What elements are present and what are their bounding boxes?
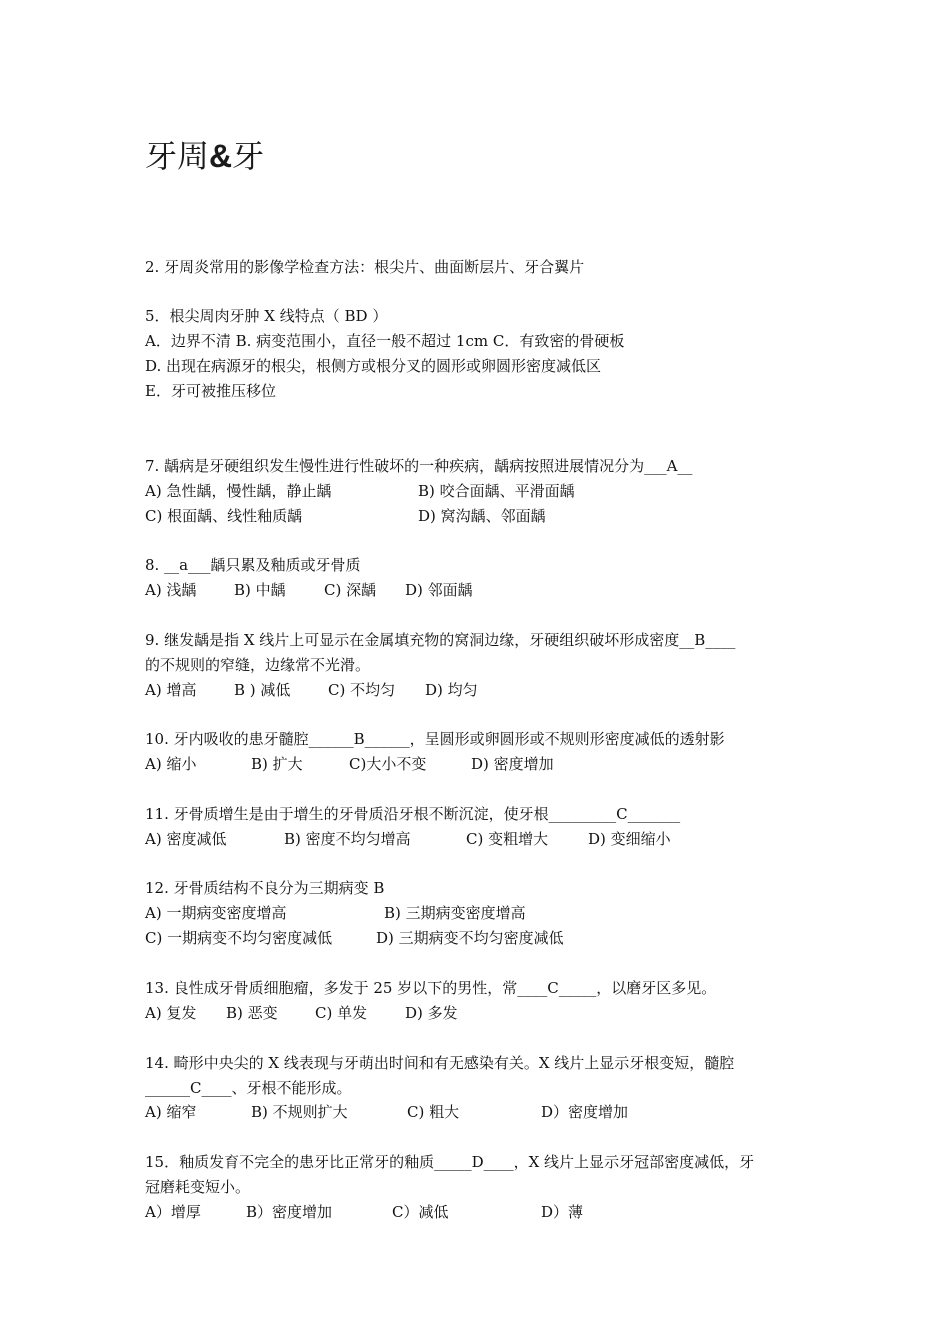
question-10-option-b: B) 扩大 [251, 755, 303, 773]
question-5-option-e: E．牙可被推压移位 [145, 382, 276, 400]
question-14-option-c: C) 粗大 [407, 1103, 460, 1121]
question-12-option-a: A) 一期病变密度增高 [145, 904, 287, 922]
question-15-stem-cont: 冠磨耗变短小。 [145, 1178, 251, 1196]
question-8-option-d: D) 邻面龋 [405, 581, 473, 599]
question-5-options-abc: A．边界不清 B. 病变范围小，直径一般不超过 1cm C．有致密的骨硬板 [145, 332, 625, 350]
question-10-option-d: D) 密度增加 [471, 755, 554, 773]
question-11-option-c: C) 变粗增大 [466, 830, 549, 848]
question-8-option-b: B) 中龋 [234, 581, 286, 599]
question-13-option-d: D) 多发 [405, 1004, 458, 1022]
question-13-option-a: A) 复发 [145, 1004, 197, 1022]
question-12-stem: 12. 牙骨质结构不良分为三期病变 B [145, 879, 385, 897]
question-10-stem: 10. 牙内吸收的患牙髓腔______B______，呈圆形或卵圆形或不规则形密度减低的透射影 [145, 730, 725, 748]
question-11-option-d: D) 变细缩小 [588, 830, 671, 848]
question-9-stem-cont: 的不规则的窄缝，边缘常不光滑。 [145, 656, 371, 674]
question-7-option-c: C) 根面龋、线性釉质龋 [145, 507, 303, 525]
question-2: 2. 牙周炎常用的影像学检查方法：根尖片、曲面断层片、牙合翼片 [145, 258, 585, 276]
question-7-stem: 7. 龋病是牙硬组织发生慢性进行性破坏的一种疾病，龋病按照进展情况分为___A__ [145, 457, 693, 475]
question-9-option-b: B ) 减低 [234, 681, 291, 699]
title-main: 牙周 [145, 137, 210, 175]
question-12-option-b: B) 三期病变密度增高 [384, 904, 526, 922]
question-15-stem: 15．釉质发育不完全的患牙比正常牙的釉质_____D____，X 线片上显示牙冠部密度减低，牙 [145, 1153, 755, 1171]
question-15-option-a: A）增厚 [145, 1203, 201, 1221]
question-9-option-a: A) 增高 [145, 681, 197, 699]
title-tail: 牙 [232, 137, 265, 175]
question-12-option-c: C) 一期病变不均匀密度减低 [145, 929, 333, 947]
question-10-option-c: C)大小不变 [349, 755, 427, 773]
title-ampersand: & [209, 138, 233, 174]
question-8-stem: 8. __a___龋只累及釉质或牙骨质 [145, 556, 361, 574]
question-11-option-a: A) 密度减低 [145, 830, 227, 848]
question-13-option-c: C) 单发 [315, 1004, 368, 1022]
question-14-option-d: D）密度增加 [541, 1103, 629, 1121]
question-15-option-c: C）减低 [392, 1203, 449, 1221]
question-9-stem: 9. 继发龋是指 X 线片上可显示在金属填充物的窝洞边缘，牙硬组织破坏形成密度__B____ [145, 631, 736, 649]
question-7-option-b: B) 咬合面龋、平滑面龋 [418, 482, 575, 500]
question-15-option-d: D）薄 [541, 1203, 584, 1221]
question-14-option-b: B) 不规则扩大 [251, 1103, 348, 1121]
question-7-option-a: A) 急性龋，慢性龋，静止龋 [145, 482, 332, 500]
question-5-stem: 5．根尖周肉牙肿 X 线特点（ BD ） [145, 307, 388, 325]
question-8-option-a: A) 浅龋 [145, 581, 197, 599]
question-10-option-a: A) 缩小 [145, 755, 197, 773]
question-11-option-b: B) 密度不均匀增高 [284, 830, 411, 848]
question-13-stem: 13. 良性成牙骨质细胞瘤，多发于 25 岁以下的男性，常____C_____，以磨牙区多见。 [145, 979, 717, 997]
question-14-stem: 14. 畸形中央尖的 X 线表现与牙萌出时间和有无感染有关。X 线片上显示牙根变短，髓腔 [145, 1054, 735, 1072]
question-14-stem-cont: ______C____、牙根不能形成。 [145, 1079, 352, 1097]
question-15-option-b: B）密度增加 [246, 1203, 333, 1221]
question-9-option-d: D) 均匀 [425, 681, 478, 699]
question-14-option-a: A) 缩窄 [145, 1103, 197, 1121]
question-11-stem: 11. 牙骨质增生是由于增生的牙骨质沿牙根不断沉淀，使牙根_________C_______ [145, 805, 681, 823]
question-5-option-d: D. 出现在病源牙的根尖，根侧方或根分叉的圆形或卵圆形密度减低区 [145, 357, 602, 375]
question-7-option-d: D) 窝沟龋、邻面龋 [418, 507, 546, 525]
question-13-option-b: B) 恶变 [226, 1004, 278, 1022]
page-title [145, 134, 264, 178]
question-9-option-c: C) 不均匀 [328, 681, 396, 699]
question-8-option-c: C) 深龋 [324, 581, 377, 599]
question-12-option-d: D) 三期病变不均匀密度减低 [376, 929, 564, 947]
